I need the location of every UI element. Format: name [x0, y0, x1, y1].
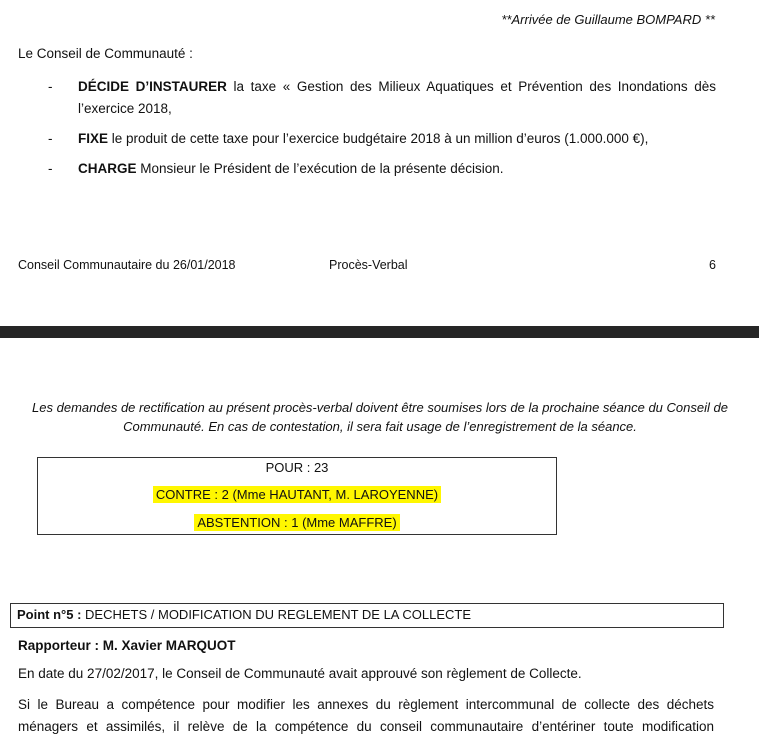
decision-item-instaurer [48, 76, 716, 120]
decision-keyword: DÉCIDE D’INSTAURER [78, 79, 227, 94]
list-dash: - [48, 161, 53, 176]
decision-item-charge [48, 158, 716, 180]
rectification-notice: Les demandes de rectification au présent procès-verbal doivent être soumises lors de la prochaine séance du Conseil de Communauté. En cas de contestation, il sera fait usage de l’enregistrement de la séance. [32, 400, 728, 434]
paragraph-2: Si le Bureau a compétence pour modifier les annexes du règlement intercommunal de collecte des déchets ménagers et assimilés, il relève de la compétence du conseil communautaire d’entériner toute modification [18, 697, 714, 734]
vote-abstention-line [38, 515, 556, 530]
decision-text: la taxe « Gestion des Milieux Aquatiques et Prévention des Inondations dès l’exercice 2018, [78, 79, 716, 116]
decision-item-fixe [48, 128, 716, 150]
decision-keyword: FIXE [78, 131, 109, 146]
vote-contre: CONTRE : 2 (Mme HAUTANT, M. LAROYENNE) [153, 486, 441, 503]
page-divider [0, 326, 759, 338]
vote-abstention: ABSTENTION : 1 (Mme MAFFRE) [194, 514, 399, 531]
arrival-note: **Arrivée de Guillaume BOMPARD ** [501, 12, 715, 27]
decision-text: le produit de cette taxe pour l’exercice budgétaire 2018 à un million d’euros (1.000.000 €), [108, 131, 649, 146]
paragraph-1: En date du 27/02/2017, le Conseil de Communauté avait approuvé son règlement de Collecte. [18, 666, 582, 681]
agenda-point-box [10, 603, 724, 628]
footer-session: Conseil Communautaire du 26/01/2018 [18, 258, 236, 272]
page-footer [18, 258, 716, 278]
point-label: Point n°5 : [17, 607, 86, 622]
decision-list [48, 76, 716, 188]
vote-results-box [37, 457, 557, 535]
decision-text: Monsieur le Président de l’exécution de la présente décision. [136, 161, 504, 176]
footer-doc-type: Procès-Verbal [329, 258, 408, 272]
vote-contre-line [38, 487, 556, 502]
page-number: 6 [709, 258, 716, 272]
rapporteur: Rapporteur : M. Xavier MARQUOT [18, 638, 236, 653]
decision-keyword: CHARGE [78, 161, 137, 176]
list-dash: - [48, 79, 53, 94]
vote-pour: POUR : 23 [265, 460, 329, 475]
list-dash: - [48, 131, 53, 146]
vote-pour-line [38, 460, 556, 475]
council-intro: Le Conseil de Communauté : [18, 46, 193, 61]
point-title: DECHETS / MODIFICATION DU REGLEMENT DE LA COLLECTE [85, 607, 472, 622]
